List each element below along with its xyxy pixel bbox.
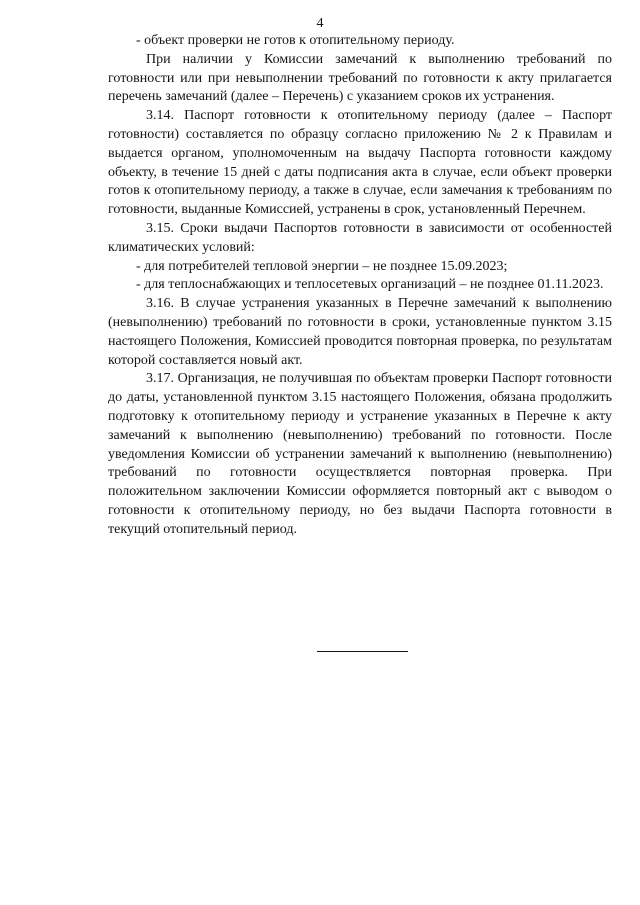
document-body <box>108 32 612 540</box>
paragraph-3-17: 3.17. Организация, не получившая по объектам проверки Паспорт готовности до даты, установленной пунктом 3.15 настоящего Положения, обязана продолжить подготовку к отопительному периоду и устранение указанных в Перечне к акту замечаний к выполнению (невыполнению) требований по готовности. После уведомления Комиссии об устранении замечаний к выполнению (невыполнению) требований по готовности осуществляется повторная проверка. При положительном заключении Комиссии оформляется повторный акт с выводом о готовности к отопительному периоду, но без выдачи Паспорта готовности в текущий отопительный период. <box>108 371 612 537</box>
paragraph-deadline-consumers: - для потребителей тепловой энергии – не позднее 15.09.2023; <box>136 258 508 274</box>
paragraph-not-ready-item: - объект проверки не готов к отопительному периоду. <box>136 33 455 48</box>
paragraph-deadline-suppliers: - для теплоснабжающих и теплосетевых организаций – не позднее 01.11.2023. <box>136 277 604 293</box>
paragraph-remarks-list: При наличии у Комиссии замечаний к выполнению требований по готовности или при невыполнении требований по готовности к акту прилагается перечень замечаний (далее – Перечень) с указанием сроков их устранения. <box>108 51 612 105</box>
paragraph-3-14: 3.14. Паспорт готовности к отопительному периоду (далее – Паспорт готовности) составляется по образцу согласно приложению № 2 к Правилам и выдается органом, уполномоченным на выдачу Паспорта готовности каждому объекту, в течение 15 дней с даты подписания акта в случае, если объект проверки готов к отопительному периоду, а также в случае, если замечания к требованиям по готовности, выданные Комиссией, устранены в срок, установленный Перечнем. <box>108 108 612 218</box>
paragraph-3-15: 3.15. Сроки выдачи Паспортов готовности в зависимости от особенностей климатических условий: <box>108 220 612 255</box>
end-separator-line <box>317 651 408 652</box>
paragraph-3-16: 3.16. В случае устранения указанных в Перечне замечаний к выполнению (невыполнению) требований по готовности в сроки, установленные пунктом 3.15 настоящего Положения, Комиссией проводится повторная проверка, по результатам которой составляется новый акт. <box>108 296 612 368</box>
page-number: 4 <box>316 16 324 31</box>
